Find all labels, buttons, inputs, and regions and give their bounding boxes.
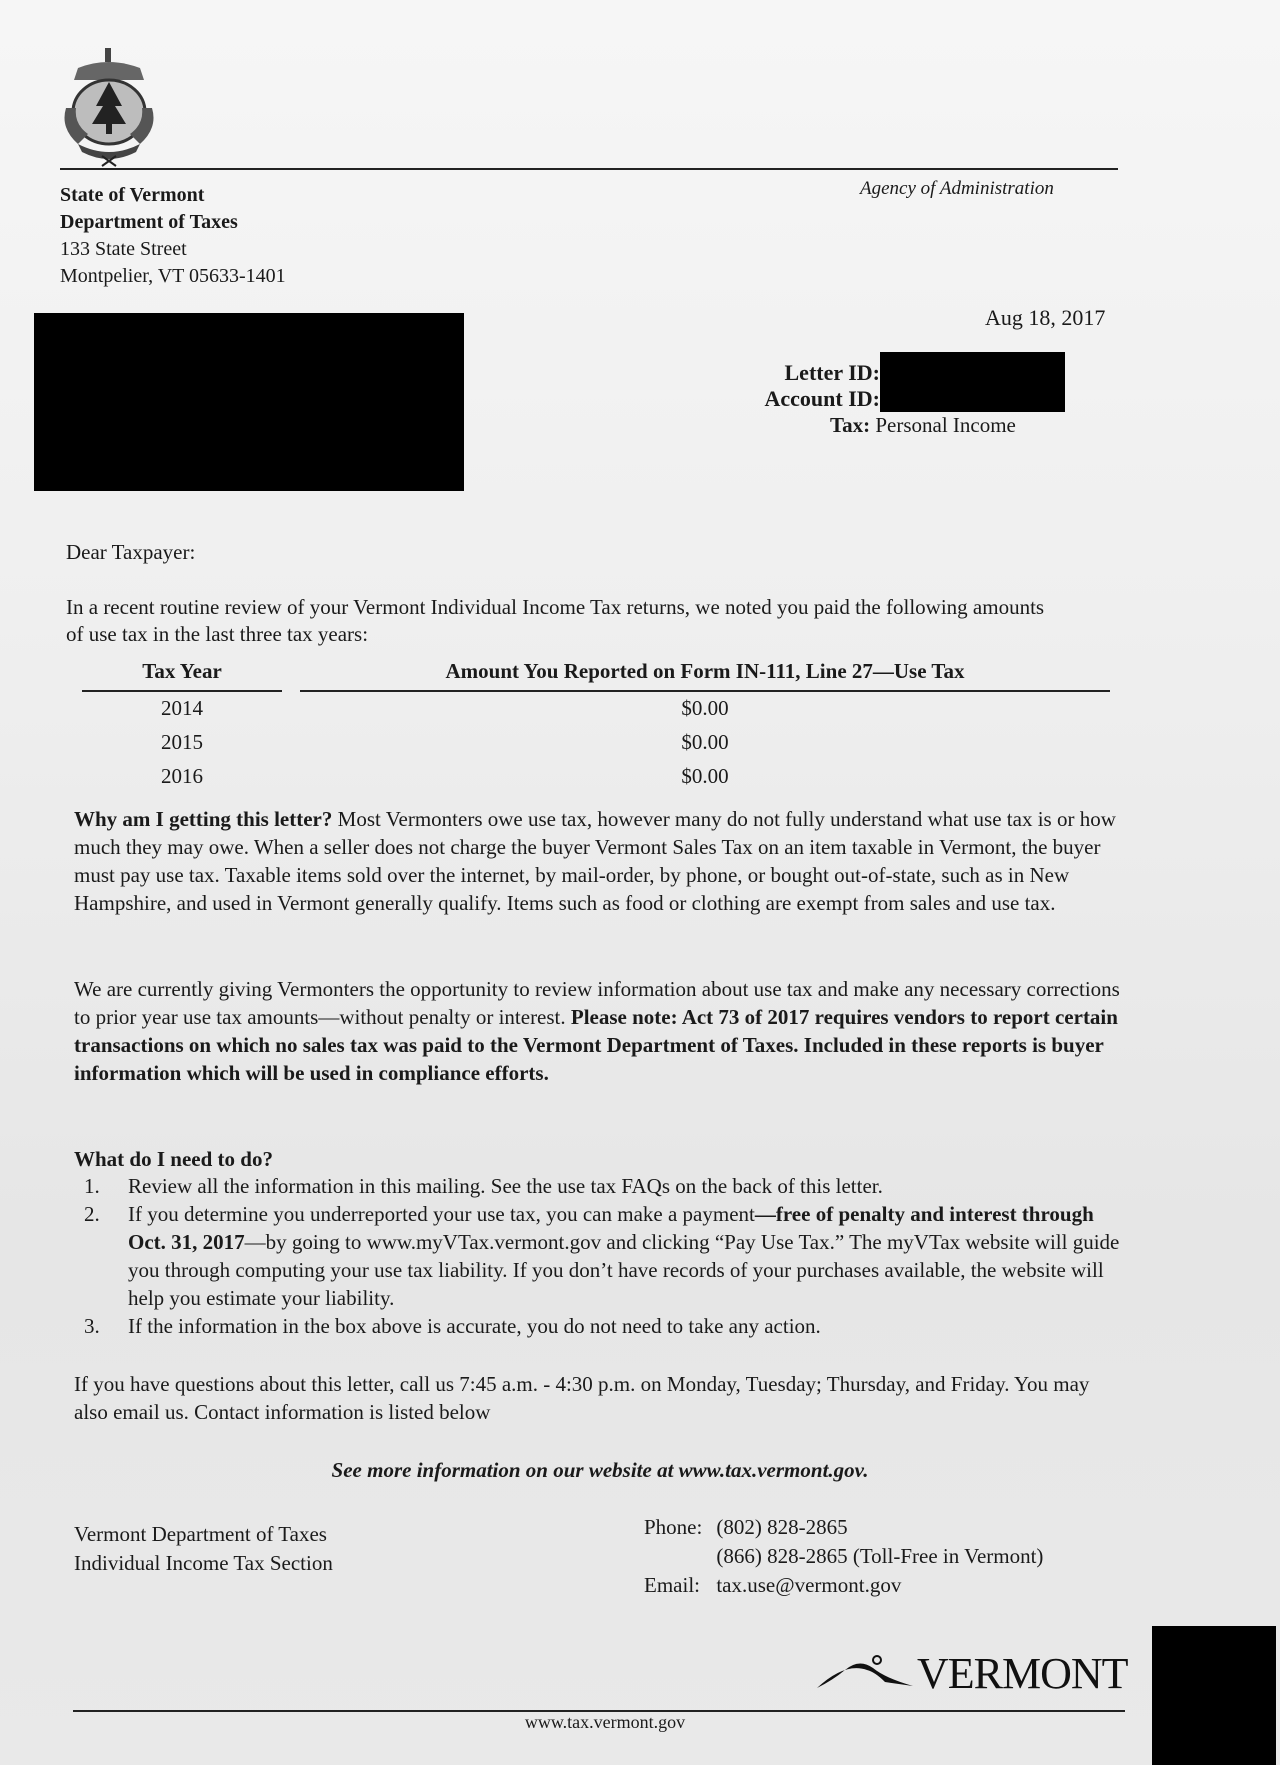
list-item: [74, 1172, 1124, 1200]
step-1-text: Review all the information in this mailing. See the use tax FAQs on the back of this letter.: [128, 1174, 883, 1198]
act73-note: Please note: Act 73 of 2017 requires vendors to report certain transactions on which no sales tax was paid to the Vermont Department of Taxes. Included in these reports is buyer information which will be used in compliance efforts.: [74, 1005, 1118, 1085]
questions-paragraph: If you have questions about this letter, call us 7:45 a.m. - 4:30 p.m. on Monday, Tuesday; Thursday, and Friday. You may also email us. Contact information is listed below: [74, 1372, 1090, 1424]
opportunity-text: We are currently giving Vermonters the opportunity to review information about use tax and make any necessary corrections to prior year use tax amounts—without penalty or interest.: [74, 977, 1120, 1029]
step-2-deadline: —free of penalty and interest through Oct. 31, 2017: [128, 1202, 1094, 1254]
department-block: [74, 1520, 333, 1578]
dept-line-1: Vermont Department of Taxes: [74, 1522, 327, 1546]
table-row: [82, 726, 1110, 760]
vermont-logo: [815, 1648, 1128, 1698]
step-2-text-rest: —by going to www.myVTax.vermont.gov and clicking “Pay Use Tax.” The myVTax website will guide you through computing your use tax liability. If you don’t have records of your purchases available, the website will help you estimate your liability.: [128, 1230, 1120, 1310]
state-seal-icon: [58, 48, 160, 168]
vermont-wordmark: VERMONT: [917, 1649, 1128, 1698]
list-item: [74, 1200, 1124, 1312]
agency-name: Agency of Administration: [860, 178, 1054, 199]
list-item: [74, 1312, 1124, 1340]
step-3-text: If the information in the box above is accurate, you do not need to take any action.: [128, 1314, 821, 1338]
col-amount: Amount You Reported on Form IN-111, Line 27—Use Tax: [300, 655, 1110, 692]
use-tax-table: [82, 655, 1110, 794]
table-row: [82, 692, 1110, 726]
step-2-text: If you determine you underreported your use tax, you can make a payment: [128, 1202, 755, 1226]
sender-department: Department of Taxes: [60, 211, 238, 233]
account-id-label: Account ID:: [764, 386, 880, 411]
sender-address: [60, 182, 286, 290]
letter-ids: [720, 360, 880, 412]
dept-line-2: Individual Income Tax Section: [74, 1551, 333, 1575]
contact-block: [644, 1513, 1043, 1600]
row-amount: $0.00: [681, 730, 729, 754]
sender-city: Montpelier, VT 05633-1401: [60, 265, 286, 287]
phone-number-2: (866) 828-2865 (Toll-Free in Vermont): [716, 1544, 1044, 1568]
step-number: 3.: [84, 1314, 100, 1338]
letter-id-label: Letter ID:: [784, 360, 880, 385]
todo-steps: [74, 1172, 1124, 1340]
row-year: 2014: [161, 696, 203, 720]
phone-number-1: (802) 828-2865: [716, 1515, 848, 1539]
why-heading: Why am I getting this letter?: [74, 807, 333, 831]
table-row: [82, 760, 1110, 794]
opportunity-paragraph: [74, 975, 1124, 1087]
row-amount: $0.00: [681, 696, 729, 720]
tax-value: Personal Income: [875, 413, 1016, 437]
row-year: 2015: [161, 730, 203, 754]
header-divider: [60, 168, 1118, 170]
phone-label: Phone:: [644, 1515, 703, 1539]
mountain-icon: [815, 1652, 915, 1692]
sender-state: State of Vermont: [60, 184, 205, 206]
step-number: 2.: [84, 1202, 100, 1226]
redacted-recipient-address: [34, 313, 464, 491]
why-paragraph: [74, 805, 1124, 917]
tax-label: Tax:: [830, 413, 871, 437]
intro-paragraph: In a recent routine review of your Vermont Individual Income Tax returns, we noted you paid the following amounts of use tax in the last three tax years:: [66, 595, 1045, 646]
email-label: Email:: [644, 1573, 700, 1597]
row-amount: $0.00: [681, 764, 729, 788]
redacted-barcode: [1152, 1626, 1276, 1765]
todo-heading: What do I need to do?: [74, 1147, 273, 1171]
tax-type: [830, 413, 1016, 438]
redacted-ids: [880, 352, 1065, 412]
footer-url: www.tax.vermont.gov: [524, 1712, 686, 1732]
col-tax-year: Tax Year: [82, 655, 282, 692]
website-note: See more information on our website at www.tax.vermont.gov.: [331, 1458, 869, 1482]
letter-date: Aug 18, 2017: [985, 305, 1106, 330]
greeting: Dear Taxpayer:: [66, 540, 196, 564]
email-address: tax.use@vermont.gov: [716, 1573, 902, 1597]
step-number: 1.: [84, 1174, 100, 1198]
sender-street: 133 State Street: [60, 238, 187, 260]
why-text: Most Vermonters owe use tax, however many do not fully understand what use tax is or how much they may owe. When a seller does not charge the buyer Vermont Sales Tax on an item taxable in Vermont, the buyer must pay use tax. Taxable items sold over the internet, by mail-order, by phone, or bought out-of-state, such as in New Hampshire, and used in Vermont generally qualify. Items such as food or clothing are exempt from sales and use tax.: [74, 807, 1116, 915]
row-year: 2016: [161, 764, 203, 788]
